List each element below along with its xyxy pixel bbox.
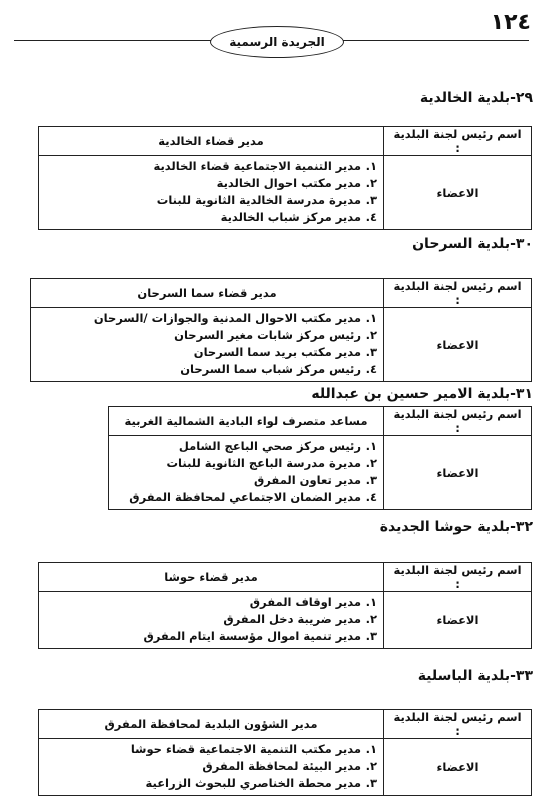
member-number: ٤. bbox=[365, 490, 377, 504]
members-label: الاعضاء bbox=[384, 308, 532, 382]
committee-table bbox=[38, 126, 532, 230]
members-label: الاعضاء bbox=[384, 436, 532, 510]
head-value: مدير الشؤون البلدية لمحافظة المفرق bbox=[39, 710, 384, 739]
members-list bbox=[109, 436, 384, 510]
section-title: ٣١-بلدية الامير حسين بن عبدالله bbox=[311, 386, 533, 402]
section-title: ٣٢-بلدية حوشا الجديدة bbox=[379, 519, 533, 535]
member-text: رئيس مركز شابات مغير السرحان bbox=[174, 328, 361, 342]
gazette-header-title: الجريدة الرسمية bbox=[210, 26, 344, 58]
list-item bbox=[37, 327, 377, 344]
member-text: مدير التنمية الاجتماعية قضاء الخالدية bbox=[153, 159, 361, 173]
member-text: مدير مركز شباب الخالدية bbox=[220, 210, 361, 224]
member-number: ١. bbox=[365, 439, 377, 453]
head-value: مساعد متصرف لواء البادية الشمالية الغربية bbox=[109, 407, 384, 436]
head-value: مدير قضاء سما السرحان bbox=[31, 279, 384, 308]
member-text: مدير الضمان الاجتماعي لمحافظة المفرق bbox=[129, 490, 361, 504]
committee-table bbox=[38, 562, 532, 649]
member-text: رئيس مركز شباب سما السرحان bbox=[180, 362, 361, 376]
committee-table bbox=[108, 406, 532, 510]
member-number: ٣. bbox=[365, 473, 377, 487]
list-item bbox=[115, 489, 377, 506]
member-text: مدير تنمية اموال مؤسسة ايتام المفرق bbox=[143, 629, 361, 643]
list-item bbox=[45, 192, 377, 209]
member-number: ٣. bbox=[365, 193, 377, 207]
members-label: الاعضاء bbox=[384, 592, 532, 649]
members-list bbox=[39, 592, 384, 649]
member-text: رئيس مركز صحي الباعج الشامل bbox=[178, 439, 361, 453]
member-number: ٣. bbox=[365, 629, 377, 643]
member-number: ١. bbox=[365, 159, 377, 173]
list-item bbox=[45, 611, 377, 628]
list-item bbox=[115, 472, 377, 489]
member-text: مدير تعاون المفرق bbox=[253, 473, 361, 487]
member-number: ٢. bbox=[365, 612, 377, 626]
head-label: اسم رئيس لجنة البلدية : bbox=[384, 563, 532, 592]
member-number: ٣. bbox=[365, 776, 377, 790]
head-label: اسم رئيس لجنة البلدية : bbox=[384, 407, 532, 436]
member-text: مدير محطة الخناصري للبحوث الزراعية bbox=[145, 776, 361, 790]
member-text: مديرة مدرسة الباعج الثانوية للبنات bbox=[166, 456, 361, 470]
members-label: الاعضاء bbox=[384, 156, 532, 230]
members-list bbox=[31, 308, 384, 382]
list-item bbox=[115, 438, 377, 455]
list-item bbox=[45, 158, 377, 175]
member-text: مدير مكتب التنمية الاجتماعية قضاء حوشا bbox=[130, 742, 361, 756]
committee-table bbox=[30, 278, 532, 382]
list-item bbox=[115, 455, 377, 472]
members-list bbox=[39, 739, 384, 796]
list-item bbox=[45, 628, 377, 645]
member-text: مدير مكتب بريد سما السرحان bbox=[193, 345, 361, 359]
page-number: ١٢٤ bbox=[490, 10, 531, 35]
member-number: ٤. bbox=[365, 362, 377, 376]
section-title: ٣٠-بلدية السرحان bbox=[412, 236, 533, 252]
list-item bbox=[37, 344, 377, 361]
members-label: الاعضاء bbox=[384, 739, 532, 796]
member-number: ٤. bbox=[365, 210, 377, 224]
list-item bbox=[45, 209, 377, 226]
member-text: مدير مكتب الاحوال المدنية والجوازات /السرحان bbox=[93, 311, 361, 325]
head-value: مدير قضاء حوشا bbox=[39, 563, 384, 592]
member-text: مديرة مدرسة الخالدية الثانوية للبنات bbox=[156, 193, 361, 207]
list-item bbox=[45, 775, 377, 792]
member-text: مدير مكتب احوال الخالدية bbox=[216, 176, 361, 190]
head-value: مدير قضاء الخالدية bbox=[39, 127, 384, 156]
member-text: مدير البيئة لمحافظة المفرق bbox=[202, 759, 361, 773]
committee-table bbox=[38, 709, 532, 796]
head-label: اسم رئيس لجنة البلدية : bbox=[384, 710, 532, 739]
list-item bbox=[45, 175, 377, 192]
list-item bbox=[37, 361, 377, 378]
section-title: ٢٩-بلدية الخالدية bbox=[419, 90, 533, 106]
head-label: اسم رئيس لجنة البلدية : bbox=[384, 279, 532, 308]
head-label: اسم رئيس لجنة البلدية : bbox=[384, 127, 532, 156]
list-item bbox=[45, 594, 377, 611]
member-number: ١. bbox=[365, 742, 377, 756]
member-number: ٢. bbox=[365, 176, 377, 190]
members-list bbox=[39, 156, 384, 230]
member-number: ١. bbox=[365, 311, 377, 325]
list-item bbox=[37, 310, 377, 327]
member-number: ٢. bbox=[365, 328, 377, 342]
member-number: ٣. bbox=[365, 345, 377, 359]
list-item bbox=[45, 741, 377, 758]
member-number: ١. bbox=[365, 595, 377, 609]
member-number: ٢. bbox=[365, 759, 377, 773]
list-item bbox=[45, 758, 377, 775]
member-text: مدير ضريبة دخل المفرق bbox=[223, 612, 361, 626]
member-number: ٢. bbox=[365, 456, 377, 470]
member-text: مدير اوقاف المفرق bbox=[249, 595, 361, 609]
section-title: ٣٣-بلدية الباسلية bbox=[417, 668, 533, 684]
